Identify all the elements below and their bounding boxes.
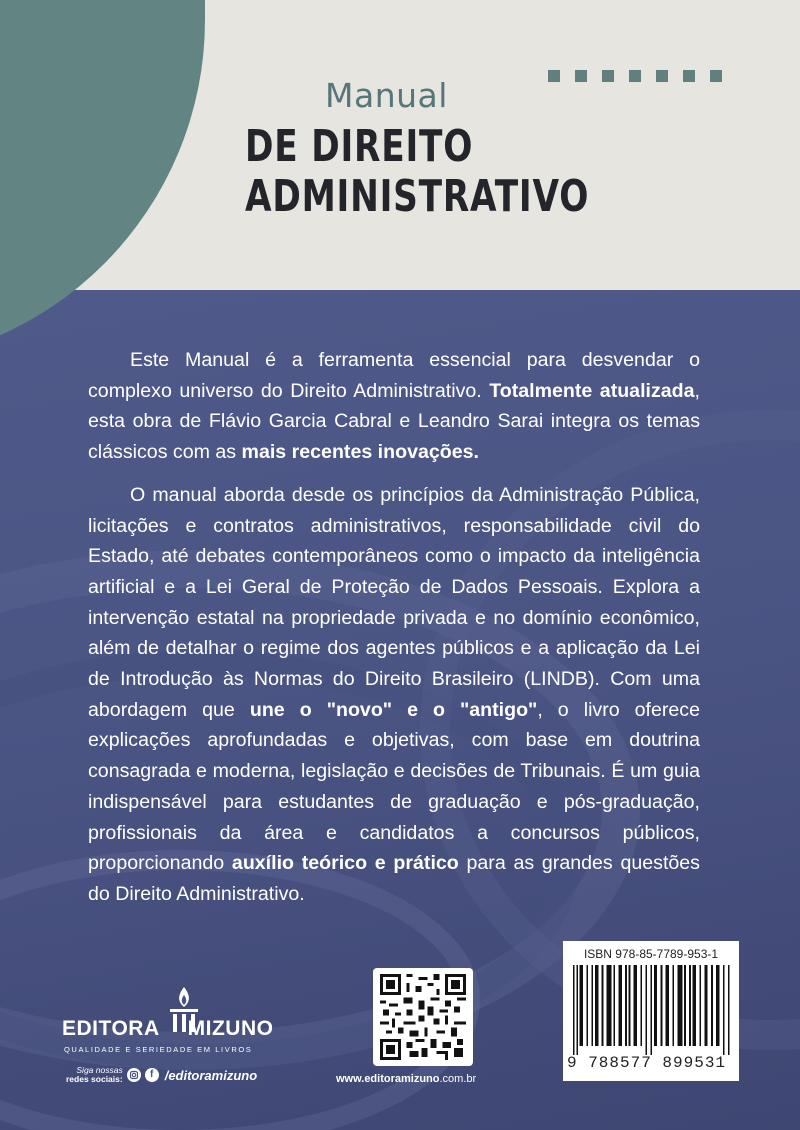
- website-tld: .com.br: [439, 1073, 477, 1085]
- bold-text: Totalmente atualizada: [489, 379, 695, 402]
- bold-text: une o "novo" e o "antigo": [249, 698, 538, 721]
- square: [683, 70, 695, 82]
- synopsis-paragraph-1: [88, 345, 700, 468]
- bold-text: mais recentes inovações.: [241, 441, 479, 464]
- decorative-squares: [548, 70, 722, 82]
- square: [656, 70, 668, 82]
- synopsis-paragraph-2: [88, 480, 700, 910]
- qr-code-image: [379, 974, 467, 1060]
- text-run: O manual aborda desde os princípios da Administração Pública, licitações e contratos administrativos, responsabilidade civil do Estado, até debates contemporâneos como o impacto da inteligência artificial e a Lei Geral de Proteção de Dados Pessoais. Explora a intervenção estatal na propriedade privada e no domínio econômico, além de detalhar o regime dos agentes públicos e a aplicação da Lei de Introdução às Normas do Direito Brasileiro (LINDB). Com uma abordagem que: [88, 483, 700, 721]
- follow-line1: Siga nossas: [76, 1065, 123, 1075]
- follow-line2: redes sociais:: [66, 1074, 123, 1084]
- book-title-line2: ADMINISTRATIVO: [245, 171, 590, 222]
- book-title-manual: Manual: [325, 76, 448, 115]
- square: [710, 70, 722, 82]
- text-run: para as grandes questões do Direito Administrativo.: [88, 852, 700, 905]
- text-run: Este Manual é a ferramenta essencial para desvendar o complexo universo do Direito Administrativo.: [88, 349, 700, 402]
- book-synopsis: [88, 345, 700, 922]
- instagram-icon[interactable]: [127, 1068, 141, 1082]
- qr-code[interactable]: [373, 968, 473, 1066]
- square: [629, 70, 641, 82]
- publisher-name-right: MIZUNO: [187, 1017, 274, 1040]
- book-title: [245, 122, 651, 222]
- follow-label: [66, 1066, 123, 1084]
- publisher-tagline: QUALIDADE E SERIEDADE EM LIVROS: [64, 1045, 253, 1054]
- book-title-line1: DE DIREITO: [245, 121, 474, 172]
- barcode-image: [573, 965, 733, 1055]
- publisher-name: [62, 1017, 273, 1041]
- square: [575, 70, 587, 82]
- square: [548, 70, 560, 82]
- text-run: , o livro oferece explicações aprofundadas e objetivas, com base em doutrina consagrada e moderna, legislação e decisões de Tribunais. É um guia indispensável para estudantes de graduação e pós-graduação, profissionais da área e candidatos a concursos públicos, proporcionando: [88, 698, 701, 875]
- social-links: [66, 1066, 257, 1084]
- text-run: , esta obra de Flávio Garcia Cabral e Leandro Sarai integra os temas clássicos com as: [88, 379, 700, 464]
- bold-text: auxílio teórico e prático: [231, 852, 459, 875]
- barcode-digits: 9 788577 899531: [567, 1054, 727, 1072]
- social-handle[interactable]: /editoramizuno: [164, 1067, 258, 1083]
- isbn-number: ISBN 978-85-7789-953-1: [583, 947, 719, 961]
- website-main: www.editoramizuno: [336, 1073, 440, 1085]
- website-url[interactable]: [336, 1073, 476, 1085]
- publisher-name-left: EDITORA: [62, 1017, 160, 1040]
- isbn-barcode: [563, 941, 739, 1081]
- square: [602, 70, 614, 82]
- facebook-icon[interactable]: f: [145, 1068, 159, 1082]
